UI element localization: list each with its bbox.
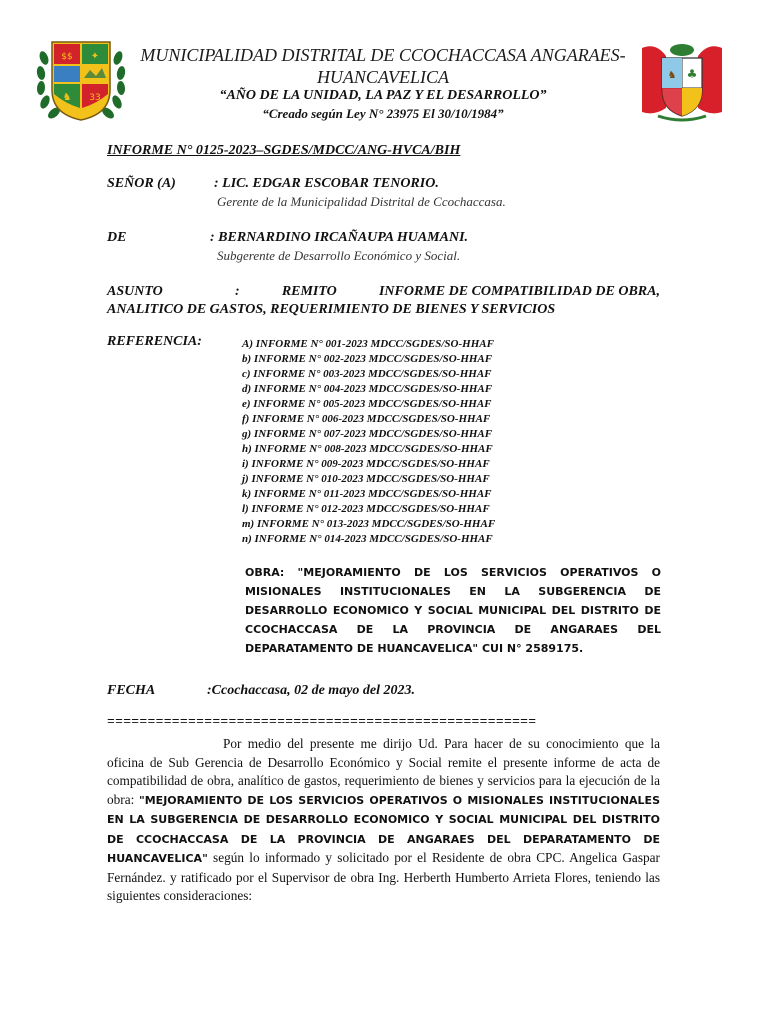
referencia-item: m) INFORME N° 013-2023 MDCC/SGDES/SO-HHAF xyxy=(242,518,496,530)
de-label: DE xyxy=(107,230,127,245)
referencia-item: n) INFORME N° 014-2023 MDCC/SGDES/SO-HHAF xyxy=(242,533,493,545)
referencia-item: d) INFORME N° 004-2023 MDCC/SGDES/SO-HHAF xyxy=(242,383,493,395)
referencia-item: i) INFORME N° 009-2023 MDCC/SGDES/SO-HHAF xyxy=(242,458,490,470)
referencia-list xyxy=(242,337,495,547)
svg-text:♣: ♣ xyxy=(686,67,698,81)
referencia-item: l) INFORME N° 012-2023 MDCC/SGDES/SO-HHAF xyxy=(242,503,490,515)
referencia-item: A) INFORME N° 001-2023 MDCC/SGDES/SO-HHAF xyxy=(242,338,494,350)
asunto-line1-rest: INFORME DE COMPATIBILIDAD DE OBRA, xyxy=(378,284,660,299)
svg-text:33: 33 xyxy=(89,93,101,103)
header-motto: “AÑO DE LA UNIDAD, LA PAZ Y EL DESARROLLO” xyxy=(219,88,547,103)
senor-name: : LIC. EDGAR ESCOBAR TENORIO. xyxy=(214,176,439,191)
svg-text:♞: ♞ xyxy=(667,70,677,81)
peru-coat-of-arms-icon xyxy=(636,38,728,122)
fecha-label: FECHA xyxy=(107,683,156,698)
senor-position: Gerente de la Municipalidad Distrital de Ccochaccasa. xyxy=(217,194,506,209)
referencia-item: j) INFORME N° 010-2023 MDCC/SGDES/SO-HHAF xyxy=(242,473,490,485)
referencia-item: e) INFORME N° 005-2023 MDCC/SGDES/SO-HHAF xyxy=(242,398,492,410)
body-rest: según lo informado y solicitado por el Residente de obra CPC. Angelica Gaspar Fernández. y ratificado por el Supervisor de obra Ing. Herberth Humberto Arrieta Flores, teniendo las siguientes consideraciones: xyxy=(107,850,660,903)
de-name: : BERNARDINO IRCAÑAUPA HUAMANI. xyxy=(210,230,469,245)
asunto-line1-start: REMITO xyxy=(281,284,337,299)
asunto-block xyxy=(107,283,660,319)
header-title: MUNICIPALIDAD DISTRITAL DE CCOCHACCASA ANGARAES-HUANCAVELICA xyxy=(140,45,626,87)
fecha-value: :Ccochaccasa, 02 de mayo del 2023. xyxy=(207,683,416,698)
obra-description: OBRA: "MEJORAMIENTO DE LOS SERVICIOS OPERATIVOS O MISIONALES INSTITUCIONALES EN LA SUBGERENCIA DE DESARROLLO ECONOMICO Y SOCIAL MUNICIPAL DEL DISTRITO DE CCOCHACCASA DE LA PROVINCIA DE ANGARAES DEL DEPARATAMENTO DE HUANCAVELICA" CUI N° 2589175. xyxy=(245,566,661,655)
referencia-item: f) INFORME N° 006-2023 MDCC/SGDES/SO-HHAF xyxy=(242,413,491,425)
body-intro: Por medio del presente me dirijo Ud. Para hacer de su conocimiento que la oficina de Sub Gerencia de Desarrollo Económico y Social remite el presente informe de acta de compatibilidad de obra, analítico de gastos, requerimiento de bienes y servicios para la ejecución de la obra: xyxy=(107,736,660,807)
svg-text:$$: $$ xyxy=(61,52,73,62)
asunto-label: ASUNTO xyxy=(107,284,163,299)
header-creation-law: “Creado según Ley N° 23975 El 30/10/1984” xyxy=(262,106,504,121)
asunto-colon: : xyxy=(234,284,240,299)
svg-text:♞: ♞ xyxy=(62,92,72,103)
senor-label: SEÑOR (A) xyxy=(107,176,176,191)
referencia-item: b) INFORME N° 002-2023 MDCC/SGDES/SO-HHAF xyxy=(242,353,493,365)
asunto-line2: ANALITICO DE GASTOS, REQUERIMIENTO DE BIENES Y SERVICIOS xyxy=(107,302,556,317)
separator-line: ===================================================== xyxy=(107,714,537,729)
referencia-item: h) INFORME N° 008-2023 MDCC/SGDES/SO-HHAF xyxy=(242,443,493,455)
de-position: Subgerente de Desarrollo Económico y Social. xyxy=(217,248,461,263)
referencia-item: g) INFORME N° 007-2023 MDCC/SGDES/SO-HHAF xyxy=(242,428,493,440)
referencia-item: k) INFORME N° 011-2023 MDCC/SGDES/SO-HHAF xyxy=(242,488,492,500)
informe-number: INFORME N° 0125-2023–SGDES/MDCC/ANG-HVCA/BIH xyxy=(107,143,461,158)
svg-text:✦: ✦ xyxy=(90,51,100,62)
referencia-label: REFERENCIA: xyxy=(107,334,202,349)
referencia-item: c) INFORME N° 003-2023 MDCC/SGDES/SO-HHAF xyxy=(242,368,492,380)
body-obra-bold: "MEJORAMIENTO DE LOS SERVICIOS OPERATIVOS O MISIONALES INSTITUCIONALES EN LA SUBGERENCIA DE DESARROLLO ECONOMICO Y SOCIAL MUNICIPAL DEL DISTRITO DE CCOCHACCASA DE LA PROVINCIA DE ANGARAES DEL DEPARATAMENTO DE HUANCAVELICA" xyxy=(107,793,660,865)
municipal-crest-icon xyxy=(36,38,126,124)
body-paragraph xyxy=(107,735,660,906)
